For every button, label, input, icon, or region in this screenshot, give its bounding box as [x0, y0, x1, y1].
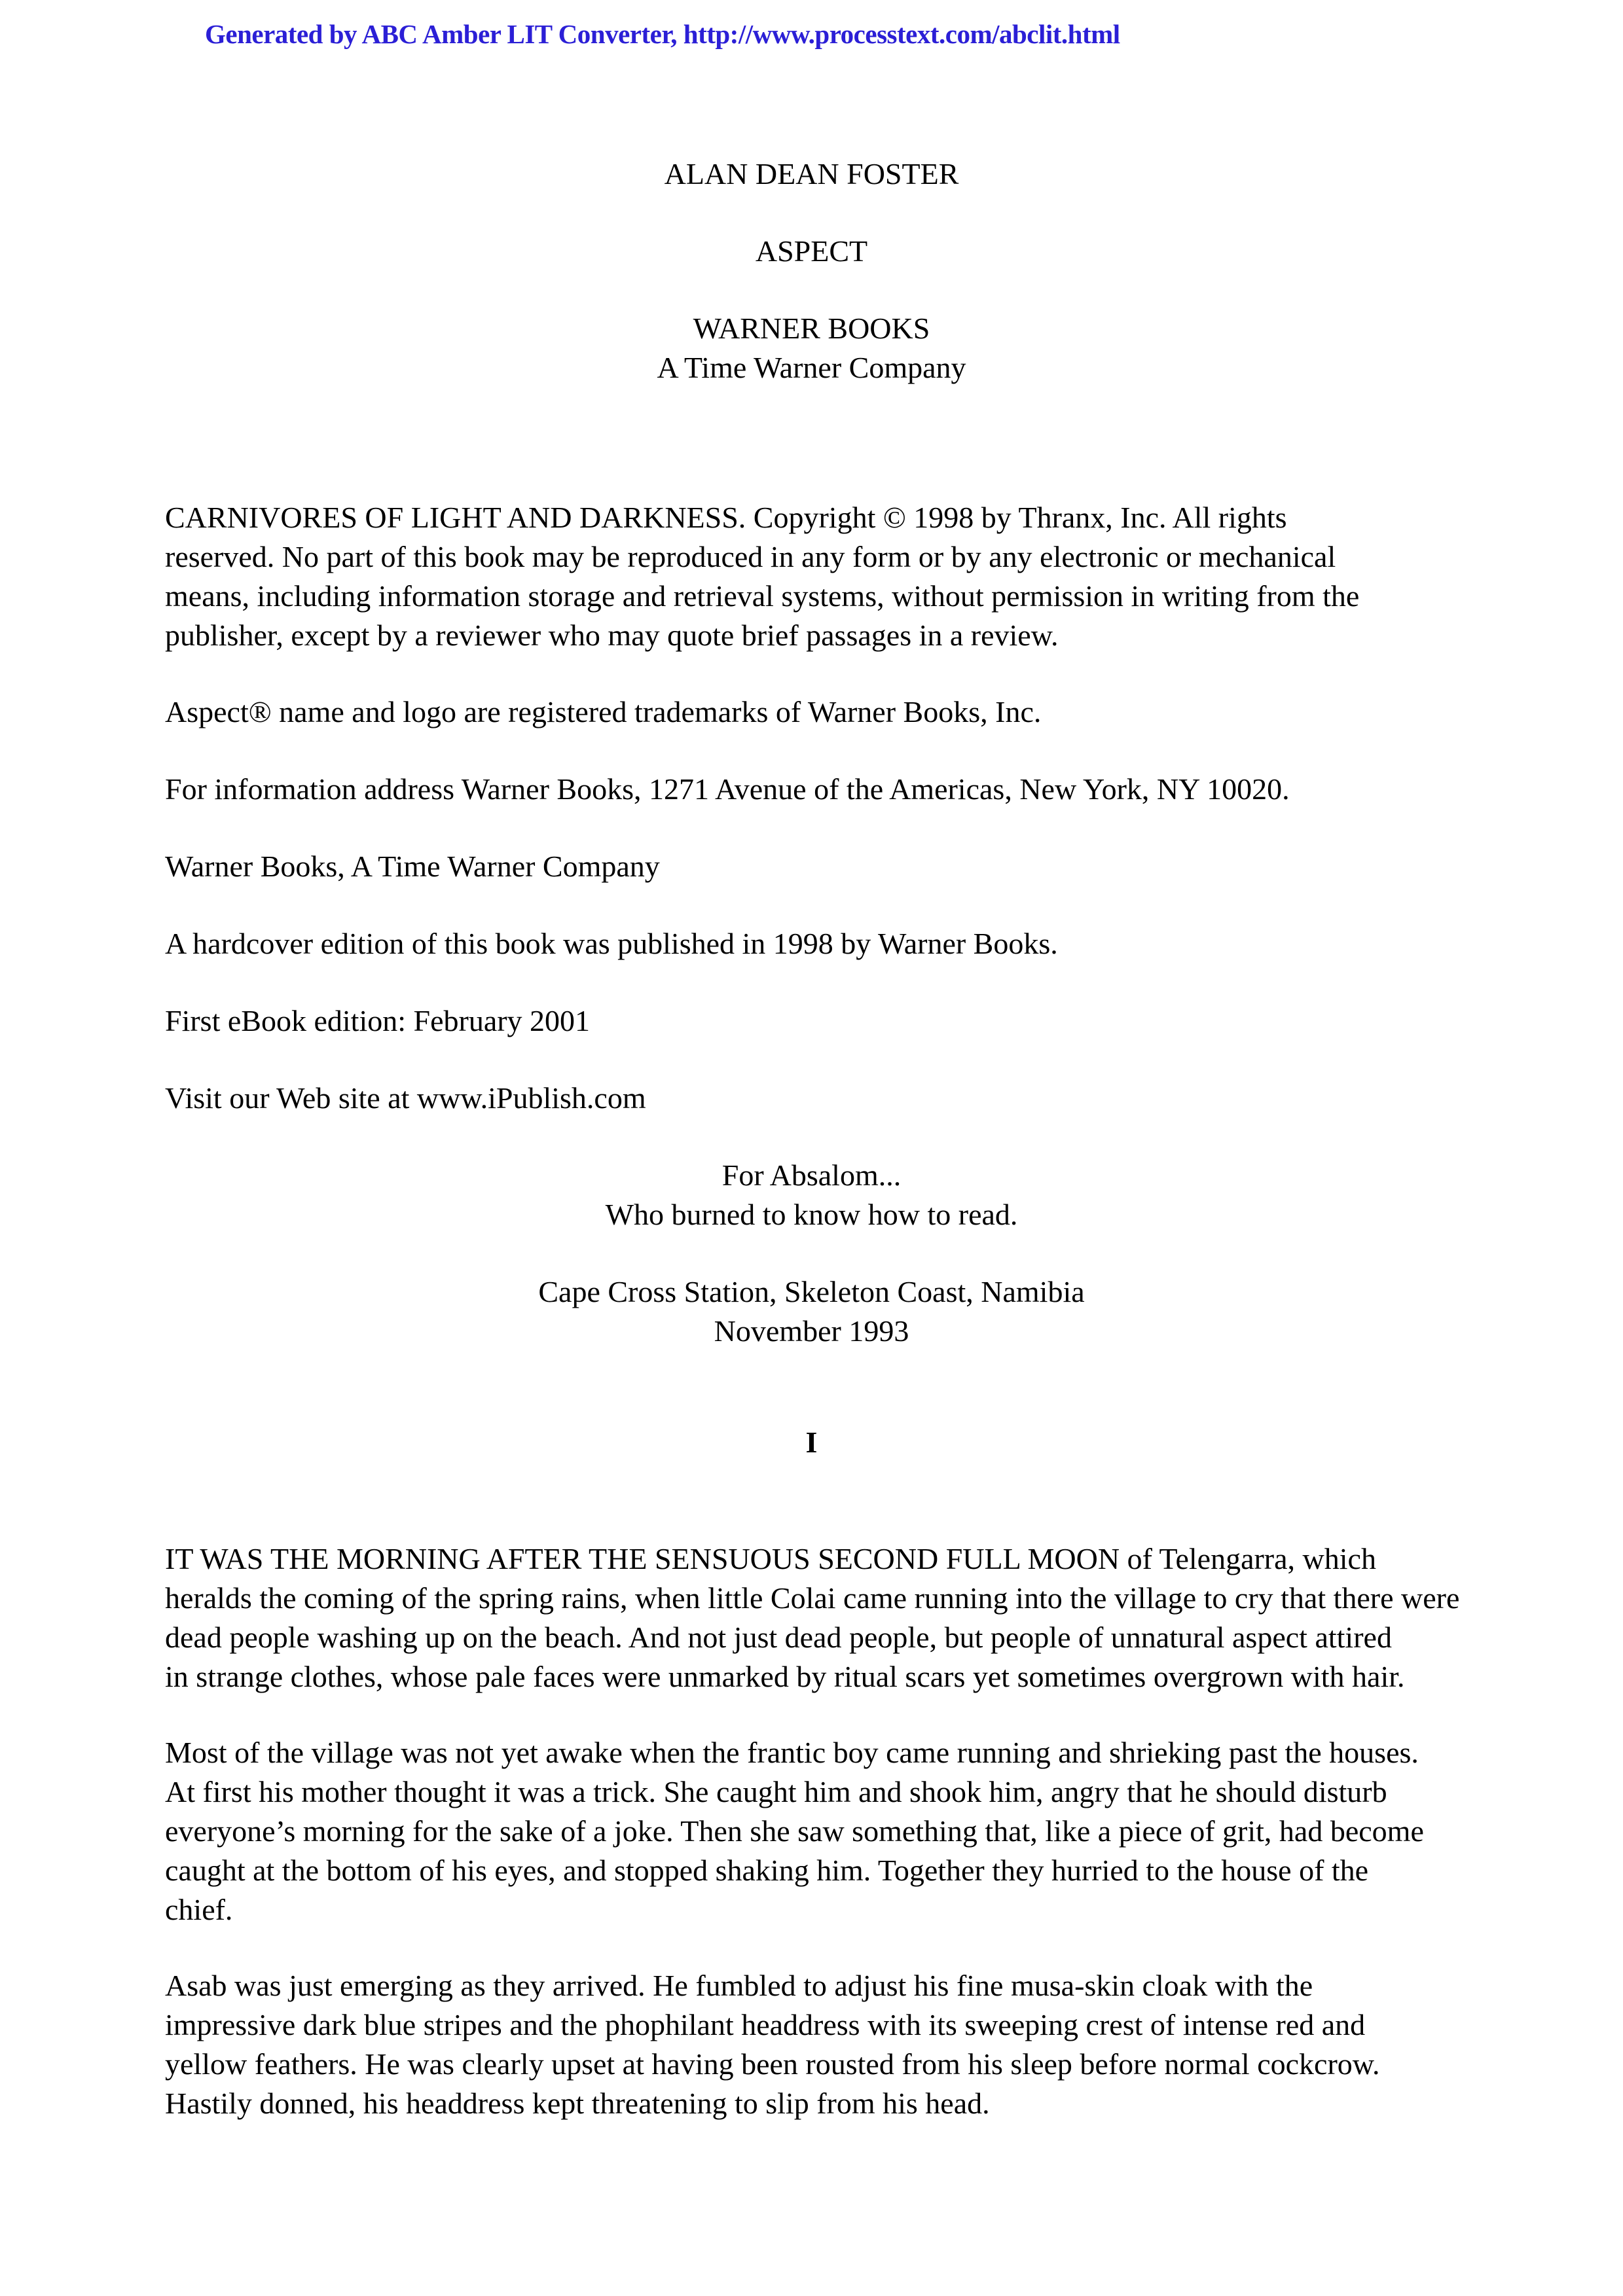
- banner-url-link[interactable]: http://www.processtext.com/abclit.html: [683, 19, 1120, 49]
- website-notice: Visit our Web site at www.iPublish.com: [165, 1081, 646, 1115]
- body-paragraph: [165, 1539, 1474, 1696]
- body-line: caught at the bottom of his eyes, and stopped shaking him. Together they hurried to the house of the: [165, 1854, 1369, 1887]
- converter-banner: [205, 18, 1120, 50]
- publisher-subtitle: A Time Warner Company: [657, 351, 966, 384]
- trademark-notice: Aspect® name and logo are registered trademarks of Warner Books, Inc.: [165, 695, 1042, 728]
- body-line: Asab was just emerging as they arrived. He fumbled to adjust his fine musa-skin cloak with the: [165, 1969, 1313, 2002]
- dedication-line: For Absalom...: [721, 1158, 902, 1192]
- banner-prefix: Generated by ABC Amber LIT Converter,: [205, 19, 684, 49]
- company-notice: Warner Books, A Time Warner Company: [165, 850, 660, 883]
- dedication-line: Who burned to know how to read.: [605, 1198, 1018, 1231]
- author-name: ALAN DEAN FOSTER: [664, 157, 959, 190]
- copyright-line: means, including information storage and retrieval systems, without permission in writing from the: [165, 579, 1360, 613]
- body-line: yellow feathers. He was clearly upset at having been rousted from his sleep before normal cockcrow.: [165, 2047, 1380, 2081]
- body-line: everyone’s morning for the sake of a joke. Then she saw something that, like a piece of grit, had become: [165, 1814, 1424, 1848]
- body-line: heralds the coming of the spring rains, when little Colai came running into the village to cry that there were: [165, 1581, 1460, 1615]
- hardcover-notice: A hardcover edition of this book was published in 1998 by Warner Books.: [165, 927, 1058, 960]
- body-line: Hastily donned, his headdress kept threatening to slip from his head.: [165, 2087, 990, 2120]
- body-line: dead people washing up on the beach. And not just dead people, but people of unnatural aspect attired: [165, 1621, 1392, 1654]
- copyright-paragraph: [165, 498, 1474, 655]
- publisher-name: WARNER BOOKS: [693, 312, 930, 345]
- body-line: in strange clothes, whose pale faces were unmarked by ritual scars yet sometimes overgrown with hair.: [165, 1660, 1405, 1693]
- address-notice: For information address Warner Books, 1271 Avenue of the Americas, New York, NY 10020.: [165, 772, 1290, 806]
- body-paragraph: [165, 1966, 1474, 2123]
- body-paragraph: [165, 1733, 1474, 1929]
- dedication-date: November 1993: [714, 1314, 909, 1348]
- imprint-name: ASPECT: [755, 234, 868, 268]
- chapter-heading: I: [805, 1426, 818, 1459]
- body-line: At first his mother thought it was a trick. She caught him and shook him, angry that he should disturb: [165, 1775, 1387, 1808]
- dedication-place: Cape Cross Station, Skeleton Coast, Namibia: [538, 1275, 1085, 1308]
- copyright-line: reserved. No part of this book may be reproduced in any form or by any electronic or mechanical: [165, 540, 1336, 573]
- body-line: IT WAS THE MORNING AFTER THE SENSUOUS SECOND FULL MOON of Telengarra, which: [165, 1542, 1376, 1575]
- ebook-notice: First eBook edition: February 2001: [165, 1004, 591, 1037]
- body-line: chief.: [165, 1893, 233, 1926]
- body-line: Most of the village was not yet awake when the frantic boy came running and shrieking past the houses.: [165, 1736, 1419, 1769]
- copyright-line: CARNIVORES OF LIGHT AND DARKNESS. Copyright © 1998 by Thranx, Inc. All rights: [165, 501, 1287, 534]
- copyright-line: publisher, except by a reviewer who may quote brief passages in a review.: [165, 619, 1059, 652]
- body-line: impressive dark blue stripes and the phophilant headdress with its sweeping crest of intense red and: [165, 2008, 1366, 2041]
